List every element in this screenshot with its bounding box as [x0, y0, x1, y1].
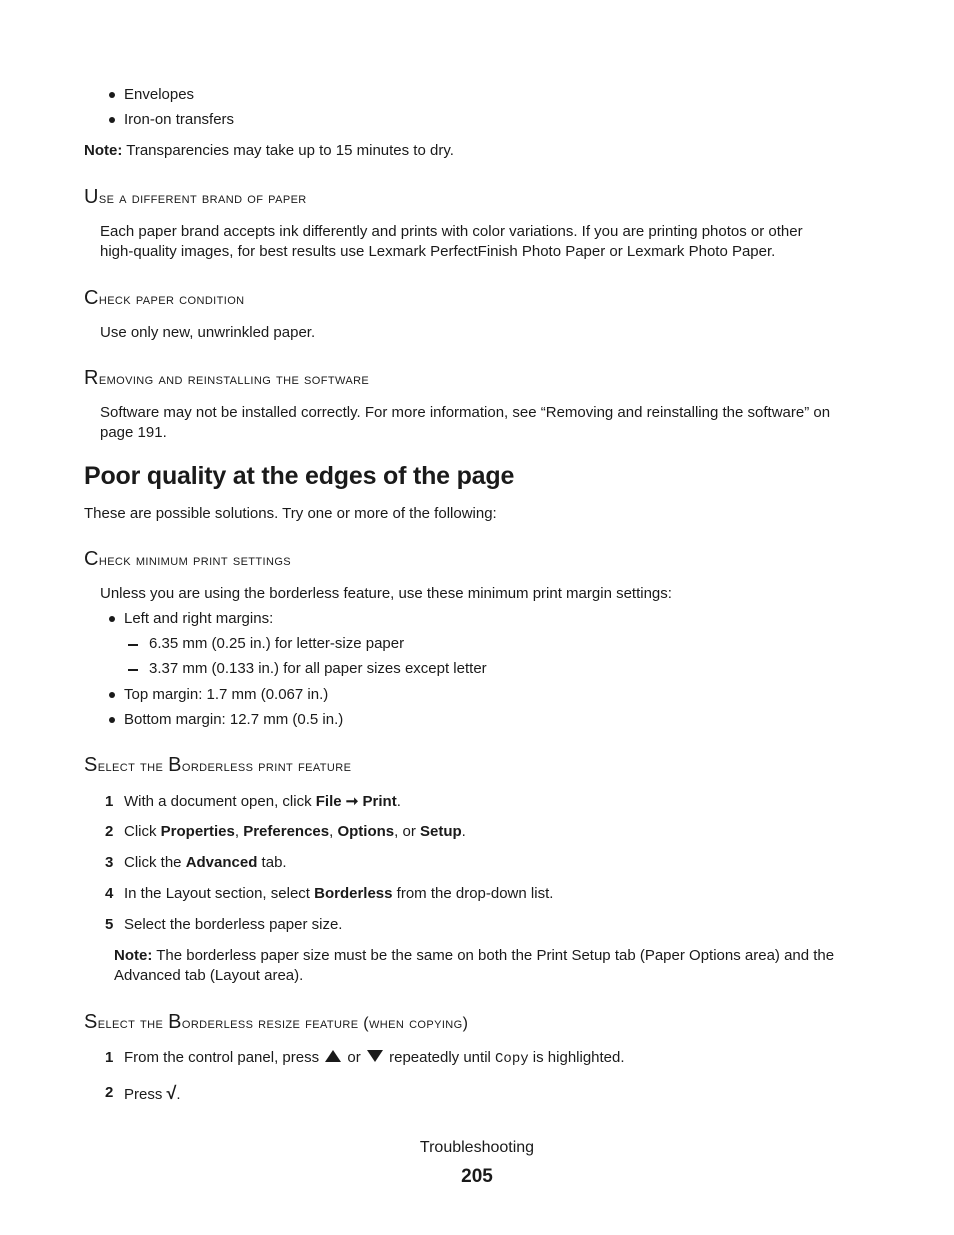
- paragraph-line: Software may not be installed correctly. For more information, see “Removing and reinstalling the software” on: [100, 404, 831, 421]
- footer-section-title: Troubleshooting: [419, 1139, 535, 1156]
- bullet-icon: [109, 717, 115, 723]
- step-text: Click the Advanced tab.: [124, 854, 287, 871]
- step-number: 4: [105, 885, 114, 902]
- step-number: 1: [105, 1049, 114, 1066]
- step-text: From the control panel, press or repeatedly until Copy is highlighted.: [124, 1049, 625, 1067]
- paragraph-line: Each paper brand accepts ink differently and prints with color variations. If you are printing photos or other: [100, 223, 803, 240]
- list-item: Bottom margin: 12.7 mm (0.5 in.): [124, 711, 344, 728]
- paragraph-line: page 191.: [100, 424, 167, 441]
- up-arrow-button-icon: [325, 1050, 341, 1062]
- note-label: Note:: [84, 142, 123, 159]
- section-heading: Use a different brand of paper: [84, 186, 307, 208]
- dash-icon: [128, 669, 138, 671]
- bullet-icon: [109, 616, 115, 622]
- step-text: Press √.: [124, 1083, 181, 1103]
- step-text: Click Properties, Preferences, Options, or Setup.: [124, 823, 466, 840]
- list-item: Top margin: 1.7 mm (0.067 in.): [124, 686, 329, 703]
- step-text: In the Layout section, select Borderless from the drop-down list.: [124, 885, 554, 902]
- note-line: Advanced tab (Layout area).: [114, 967, 304, 984]
- step-number: 3: [105, 854, 114, 871]
- section-heading: Check paper condition: [84, 287, 245, 309]
- step-text: Select the borderless paper size.: [124, 916, 343, 933]
- step-number: 2: [105, 1084, 114, 1101]
- dash-icon: [128, 644, 138, 646]
- down-arrow-button-icon: [367, 1050, 383, 1062]
- page-number: 205: [461, 1166, 493, 1187]
- sub-list-item: 3.37 mm (0.133 in.) for all paper sizes except letter: [149, 660, 487, 677]
- step-number: 2: [105, 823, 114, 840]
- section-heading: Select the Borderless print feature: [84, 754, 352, 776]
- bullet-icon: [109, 117, 115, 123]
- step-number: 1: [105, 793, 114, 810]
- list-item: Iron-on transfers: [124, 111, 235, 128]
- step-number: 5: [105, 916, 114, 933]
- page-title: Poor quality at the edges of the page: [84, 462, 515, 490]
- step-text: With a document open, click File ➞ Print.: [124, 793, 401, 810]
- arrow-right-icon: ➞: [341, 793, 363, 810]
- bullet-icon: [109, 92, 115, 98]
- checkmark-button-icon: √: [166, 1083, 177, 1103]
- section-heading: Check minimum print settings: [84, 548, 292, 570]
- section-heading: Select the Borderless resize feature (when copying): [84, 1011, 469, 1033]
- list-item: Envelopes: [124, 86, 195, 103]
- list-item: Left and right margins:: [124, 610, 274, 627]
- paragraph: Use only new, unwrinkled paper.: [100, 324, 316, 341]
- section-heading: Removing and reinstalling the software: [84, 367, 370, 389]
- paragraph-line: high-quality images, for best results use Lexmark PerfectFinish Photo Paper or Lexmark Photo Paper.: [100, 243, 776, 260]
- paragraph: Unless you are using the borderless feature, use these minimum print margin settings:: [100, 585, 672, 602]
- bullet-icon: [109, 692, 115, 698]
- note: Note: The borderless paper size must be the same on both the Print Setup tab (Paper Options area) and the: [114, 947, 835, 964]
- note-text: Transparencies may take up to 15 minutes to dry.: [122, 142, 454, 159]
- intro-text: These are possible solutions. Try one or more of the following:: [84, 505, 497, 522]
- note: [84, 141, 454, 161]
- sub-list-item: 6.35 mm (0.25 in.) for letter-size paper: [149, 635, 405, 652]
